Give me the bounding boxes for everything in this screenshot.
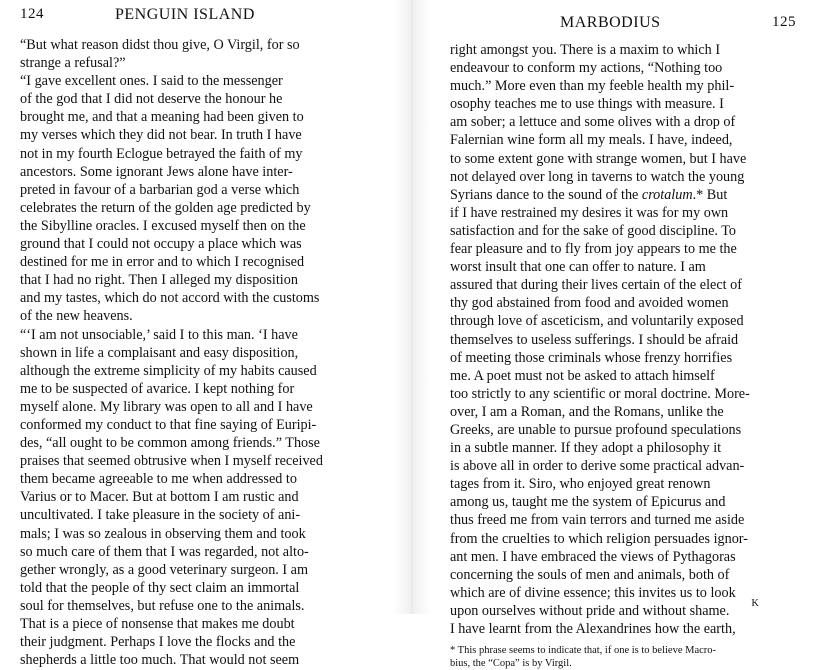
text-line: Greeks, are unable to pursue profound speculations <box>450 421 742 438</box>
text-line: concerning the souls of men and animals, both of <box>450 566 730 583</box>
text-line: me to be suspected of avarice. I kept nothing for <box>20 380 295 397</box>
text-line: so much care of them that I was regarded, not alto- <box>20 543 309 560</box>
left-page-number: 124 <box>20 6 44 22</box>
text-line: in a subtle manner. If they adopt a philosophy it <box>450 440 722 457</box>
text-line: right amongst you. There is a maxim to which I <box>450 42 721 58</box>
text-line: not delayed over long in taverns to watch the young <box>450 168 745 185</box>
footnote-line: * This phrase seems to indicate that, if one is to believe Macro- <box>450 645 717 657</box>
text-line: over, I am a Roman, and the Romans, unlike the <box>450 403 724 420</box>
text-line: “But what reason didst thou give, O Virgil, for so <box>20 37 300 53</box>
text-line: from the cruelties to which religion persuades ignor- <box>450 530 748 547</box>
left-page <box>20 0 360 669</box>
text-line: upon ourselves without pride and without shame. <box>450 602 730 619</box>
text-line: assured that during their lives certain of the elect of <box>450 277 742 294</box>
footnote-line: bius, the “Copa” is by Virgil. <box>450 658 572 670</box>
text-line: if I have restrained my desires it was for my own <box>450 204 729 221</box>
text-line: “I gave excellent ones. I said to the messenger <box>20 73 283 90</box>
text-line: conformed my conduct to that fine saying of Euripi- <box>20 416 317 433</box>
text-line: brought me, and that a meaning had been given to <box>20 109 304 126</box>
right-page <box>450 0 796 670</box>
text-line: fear pleasure and to fly from joy appears to me the <box>450 241 737 258</box>
right-page-body <box>450 41 796 638</box>
text-line: not in my fourth Eclogue betrayed the faith of my <box>20 145 303 162</box>
text-line: That is a piece of nonsense that makes me doubt <box>20 616 295 632</box>
text-line: celebrates the return of the golden age predicted by <box>20 199 311 216</box>
text-line: strange a refusal?” <box>20 55 126 72</box>
text-line: mals; I was so zealous in observing them and took <box>20 525 306 542</box>
text-line: “‘I am not unsociable,’ said I to this man. ‘I have <box>20 326 298 343</box>
text-line: uncultivated. I take pleasure in the society of ani- <box>20 507 301 524</box>
text-line: Falernian wine form all my meals. I have, indeed, <box>450 132 733 149</box>
left-page-body <box>20 36 360 669</box>
text-line: ancestors. Some ignorant Jews alone have inter- <box>20 163 293 180</box>
right-page-header <box>450 14 796 40</box>
text-line: tages from it. Siro, who enjoyed great renown <box>450 476 711 493</box>
text-line: Varius or to Macer. But at bottom I am rustic and <box>20 489 299 506</box>
text-line: am sober; a lettuce and some olives with a drop of <box>450 114 736 131</box>
text-line: worst insult that one can offer to nature. I am <box>450 259 706 276</box>
text-line: preted in favour of a barbarian god a verse which <box>20 181 300 198</box>
text-line: satisfaction and for the sake of good discipline. To <box>450 222 736 239</box>
text-line: is above all in order to derive some practical advan- <box>450 458 745 475</box>
signature-mark: K <box>751 598 760 609</box>
text-line: the Sibylline oracles. I excused myself then on the <box>20 217 306 234</box>
text-line: I have learnt from the Alexandrines how the earth, <box>450 621 736 637</box>
text-line: themselves to useless sufferings. I should be afraid <box>450 331 739 348</box>
footnote <box>450 644 796 670</box>
text-line: gether wrongly, as a good veterinary surgeon. I am <box>20 561 308 578</box>
text-line: that I had no right. Then I alleged my disposition <box>20 272 298 289</box>
text-line: shown in life a complaisant and easy disposition, <box>20 344 299 361</box>
text-line: myself alone. My library was open to all and I have <box>20 398 313 415</box>
text-line: them became agreeable to me when addressed to <box>20 471 297 488</box>
text-line: thy god abstained from food and avoided women <box>450 295 729 312</box>
text-line: which are of divine essence; this invites us to look <box>450 584 736 601</box>
left-running-head: PENGUIN ISLAND <box>115 6 255 23</box>
text-line: ground that I could not occupy a place which was <box>20 236 302 253</box>
text-line: to some extent gone with strange women, but I have <box>450 150 747 167</box>
text-line: thus freed me from vain terrors and turned me aside <box>450 512 745 529</box>
text-line: soul for themselves, but refuse one to the animals. <box>20 597 305 614</box>
italic-word: crotalum <box>641 186 693 203</box>
text-line: and my tastes, which do not accord with the customs <box>20 290 320 307</box>
text-line: praises that seemed obtrusive when I myself received <box>20 453 323 470</box>
text-line: among us, taught me the system of Epicurus and <box>450 494 726 511</box>
text-line: of the new heavens. <box>20 308 133 325</box>
text-line: ant men. I have embraced the views of Pythagoras <box>450 548 736 565</box>
text-line: des, “all ought to be common among friends.” Those <box>20 435 320 452</box>
text-line: me. A poet must not be asked to attach himself <box>450 367 715 384</box>
text-line: shepherds a little too much. That would not seem <box>20 652 300 669</box>
text-line: too strictly to any scientific or moral doctrine. More- <box>450 385 750 402</box>
text-line: their judgment. Perhaps I love the flocks and the <box>20 634 296 651</box>
text-line: through love of asceticism, and voluntarily exposed <box>450 313 744 330</box>
text-line: destined for me in error and to which I recognised <box>20 254 305 271</box>
text-line: told that the people of thy sect claim an immortal <box>20 579 300 596</box>
text-line: Syrians dance to the sound of the crotalum.* But <box>450 186 728 203</box>
text-line: osophy teaches me to use things with measure. I <box>450 96 724 113</box>
left-page-header <box>20 6 360 32</box>
text-line: my verses which they did not bear. In truth I have <box>20 127 302 144</box>
text-line: although the extreme simplicity of my habits caused <box>20 362 317 379</box>
text-line: of meeting those criminals whose frenzy horrifies <box>450 349 733 366</box>
text-line: much.” More even than my feeble health my phil- <box>450 78 735 95</box>
text-line: of the god that I did not deserve the honour he <box>20 91 283 108</box>
book-gutter <box>393 0 431 614</box>
right-running-head: MARBODIUS <box>560 14 661 31</box>
right-page-number: 125 <box>772 14 796 30</box>
text-line: endeavour to conform my actions, “Nothing too <box>450 60 723 77</box>
